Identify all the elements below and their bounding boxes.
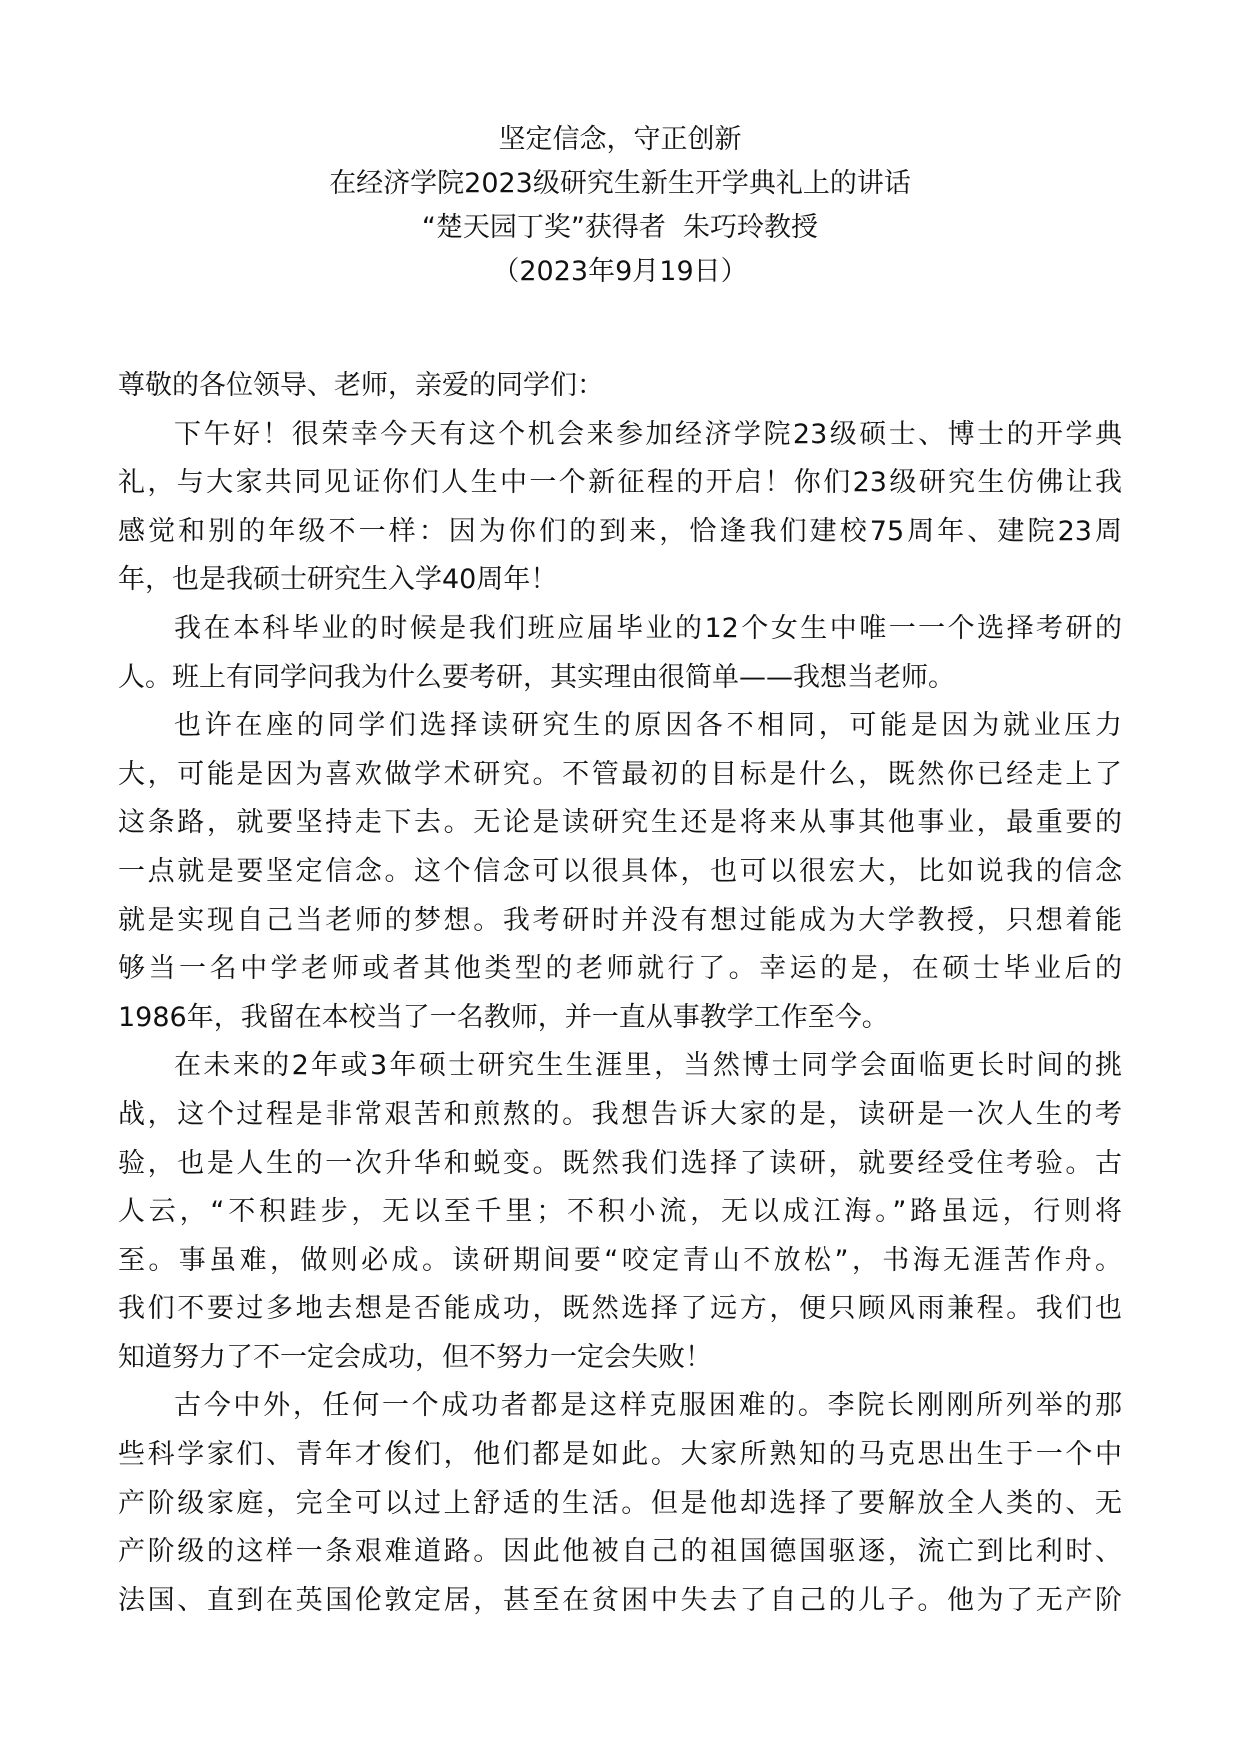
speech-title: 坚定信念，守正创新 (498, 124, 742, 155)
speech-header (0, 118, 1240, 294)
text-line: 礼，与大家共同见证你们人生中一个新征程的开启！你们23级研究生仿佛让我 (118, 467, 1122, 499)
speech-subtitle: 在经济学院2023级研究生新生开学典礼上的讲话 (329, 168, 911, 199)
text-line: 下午好！很荣幸今天有这个机会来参加经济学院23级硕士、博士的开学典 (174, 418, 1122, 450)
text-line: 些科学家们、青年才俊们，他们都是如此。大家所熟知的马克思出生于一个中 (118, 1439, 1122, 1471)
text-line: 产阶级家庭，完全可以过上舒适的生活。但是他却选择了要解放全人类的、无 (118, 1487, 1122, 1519)
text-line: 产阶级的这样一条艰难道路。因此他被自己的祖国德国驱逐，流亡到比利时、 (118, 1536, 1122, 1568)
text-line: 至。事虽难，做则必成。读研期间要“咬定青山不放松”，书海无涯苦作舟。 (118, 1244, 1122, 1276)
text-line: 一点就是要坚定信念。这个信念可以很具体，也可以很宏大，比如说我的信念 (118, 855, 1122, 887)
text-line: 验，也是人生的一次升华和蜕变。既然我们选择了读研，就要经受住考验。古 (118, 1147, 1122, 1179)
text-line: 知道努力了不一定会成功，但不努力一定会失败！ (118, 1341, 712, 1373)
text-line: 古今中外，任何一个成功者都是这样克服困难的。李院长刚刚所列举的那 (174, 1390, 1122, 1422)
text-line: 人。班上有同学问我为什么要考研，其实理由很简单——我想当老师。 (118, 661, 955, 693)
text-line: 战，这个过程是非常艰苦和煎熬的。我想告诉大家的是，读研是一次人生的考 (118, 1098, 1122, 1130)
text-line: 也许在座的同学们选择读研究生的原因各不相同，可能是因为就业压力 (174, 710, 1122, 742)
text-line: 感觉和别的年级不一样：因为你们的到来，恰逢我们建校75周年、建院23周 (118, 515, 1122, 547)
speech-body (118, 362, 1122, 1625)
text-line: 在未来的2年或3年硕士研究生生涯里，当然博士同学会面临更长时间的挑 (174, 1050, 1122, 1082)
text-line: 就是实现自己当老师的梦想。我考研时并没有想过能成为大学教授，只想着能 (118, 904, 1122, 936)
text-line: 人云，“不积跬步，无以至千里；不积小流，无以成江海。”路虽远，行则将 (118, 1196, 1122, 1228)
text-line: 我们不要过多地去想是否能成功，既然选择了远方，便只顾风雨兼程。我们也 (118, 1293, 1122, 1325)
text-line: 我在本科毕业的时候是我们班应届毕业的12个女生中唯一一个选择考研的 (174, 612, 1122, 644)
speech-date: （2023年9月19日） (492, 256, 748, 287)
text-line: 1986年，我留在本校当了一名教师，并一直从事教学工作至今。 (118, 1001, 889, 1033)
text-line: 这条路，就要坚持走下去。无论是读研究生还是将来从事其他事业，最重要的 (118, 807, 1122, 839)
text-line: 年，也是我硕士研究生入学40周年！ (118, 564, 558, 596)
text-line: 法国、直到在英国伦敦定居，甚至在贫困中失去了自己的儿子。他为了无产阶 (118, 1584, 1122, 1616)
text-line: 够当一名中学老师或者其他类型的老师就行了。幸运的是，在硕士毕业后的 (118, 953, 1122, 985)
speaker-line: “楚天园丁奖”获得者 朱巧玲教授 (421, 212, 819, 243)
salutation: 尊敬的各位领导、老师，亲爱的同学们： (118, 370, 604, 401)
text-line: 大，可能是因为喜欢做学术研究。不管最初的目标是什么，既然你已经走上了 (118, 758, 1122, 790)
